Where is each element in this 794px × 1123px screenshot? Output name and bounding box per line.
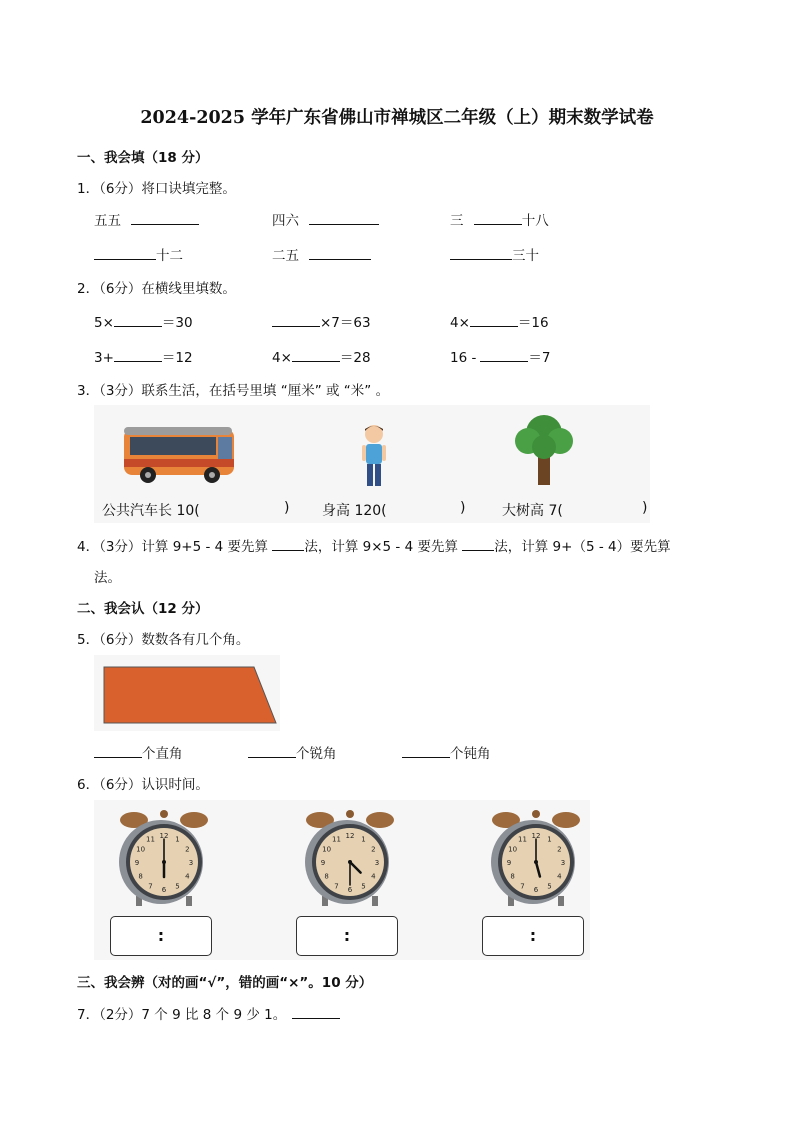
q1-text: 三十	[512, 248, 539, 264]
trapezoid-shape	[94, 655, 280, 731]
time-answer-box[interactable]: :	[482, 916, 584, 956]
q5-item-1	[94, 742, 183, 762]
bracket-close: )	[642, 500, 648, 516]
q2-item-6	[450, 346, 550, 366]
q2-text: ＝12	[161, 350, 193, 366]
answer-blank[interactable]	[402, 744, 450, 758]
answer-blank[interactable]	[114, 313, 162, 327]
q2-text: 3+	[94, 350, 114, 366]
clock-numeral: 12	[159, 832, 169, 840]
q1-text: 二五	[272, 248, 299, 264]
q1-item-2	[272, 209, 379, 229]
clock-numeral: 7	[148, 882, 153, 891]
q5-text: 个锐角	[296, 746, 337, 762]
q4-text: 法，计算 9+（5 - 4）要先算	[494, 539, 671, 555]
clock-numeral: 12	[531, 832, 541, 840]
clock-numeral: 4	[371, 872, 376, 881]
q4-line-2: 法。	[94, 570, 121, 586]
page-title: 2024-2025 学年广东省佛山市禅城区二年级（上）期末数学试卷	[140, 108, 654, 128]
q2-item-2	[272, 311, 371, 331]
clock-numeral: 1	[361, 835, 366, 844]
answer-blank[interactable]	[470, 313, 518, 327]
clock-numeral: 8	[138, 872, 143, 881]
answer-blank[interactable]	[272, 313, 320, 327]
q2-text: 4×	[450, 315, 470, 331]
q2-text: ＝7	[528, 350, 551, 366]
clock-numeral: 9	[320, 859, 326, 867]
q2-text: 4×	[272, 350, 292, 366]
clock-numeral: 11	[146, 835, 155, 844]
boy-icon	[360, 423, 388, 491]
clock-numeral: 11	[518, 835, 527, 844]
q5-picture	[94, 655, 280, 731]
clock-numeral: 5	[175, 882, 180, 891]
q5-item-2	[248, 742, 337, 762]
bus-icon	[122, 423, 238, 485]
answer-blank[interactable]	[114, 348, 162, 362]
q7-item	[77, 1003, 340, 1023]
answer-blank[interactable]	[272, 537, 304, 551]
answer-blank[interactable]	[309, 211, 379, 225]
q1-item-3	[450, 209, 549, 229]
clock-numeral: 2	[185, 845, 190, 854]
answer-blank[interactable]	[474, 211, 522, 225]
clock-numeral: 3	[188, 859, 194, 867]
q3-stem: 3．（3分）联系生活，在括号里填 “厘米” 或 “米” 。	[77, 383, 390, 399]
q2-stem: 2．（6分）在横线里填数。	[77, 281, 236, 297]
q6-picture	[94, 800, 590, 960]
clock-numeral: 3	[560, 859, 566, 867]
clock-numeral: 6	[161, 886, 167, 894]
clock-numeral: 10	[136, 845, 146, 854]
time-answer-box[interactable]: :	[110, 916, 212, 956]
answer-blank[interactable]	[450, 246, 512, 260]
bus-label: 公共汽车长 10(	[102, 503, 200, 519]
clock-numeral: 6	[347, 886, 353, 894]
clock-numeral: 7	[334, 882, 339, 891]
q2-text: ＝30	[161, 315, 193, 331]
q2-item-4	[94, 346, 193, 366]
clock-numeral: 12	[345, 832, 355, 840]
q1-item-1	[94, 209, 199, 229]
answer-blank[interactable]	[94, 744, 142, 758]
answer-blank[interactable]	[480, 348, 528, 362]
clock-numeral: 5	[361, 882, 366, 891]
q1-stem: 1．（6分）将口诀填完整。	[77, 181, 236, 197]
clock-numeral: 1	[547, 835, 552, 844]
alarm-clock-icon	[491, 810, 580, 906]
q6-stem: 6．（6分）认识时间。	[77, 777, 209, 793]
tree-label: 大树高 7(	[502, 503, 563, 519]
q7-stem: 7．（2分）7 个 9 比 8 个 9 少 1。	[77, 1007, 287, 1023]
q3-picture	[94, 405, 650, 523]
answer-blank[interactable]	[292, 1005, 340, 1019]
q5-text: 个钝角	[450, 746, 491, 762]
clock-numeral: 3	[374, 859, 380, 867]
answer-blank[interactable]	[292, 348, 340, 362]
q2-item-3	[450, 311, 549, 331]
clock-numeral: 4	[557, 872, 562, 881]
q4-text: 4．（3分）计算 9+5 - 4 要先算	[77, 539, 273, 555]
clock-numeral: 4	[185, 872, 190, 881]
bracket-close: )	[284, 500, 290, 516]
clock-numeral: 9	[134, 859, 140, 867]
q1-text: 三	[450, 213, 464, 229]
q2-text: ＝28	[339, 350, 371, 366]
q1-item-6	[450, 244, 539, 264]
q4-text: 法，计算 9×5 - 4 要先算	[304, 539, 463, 555]
bracket-close: )	[460, 500, 466, 516]
q2-item-5	[272, 346, 371, 366]
clock-numeral: 2	[557, 845, 562, 854]
clock-numeral: 2	[371, 845, 376, 854]
clock-numeral: 11	[332, 835, 341, 844]
answer-blank[interactable]	[248, 744, 296, 758]
q1-text: 五五	[94, 213, 121, 229]
clock-numeral: 1	[175, 835, 180, 844]
q1-text: 四六	[272, 213, 299, 229]
clock-numeral: 9	[506, 859, 512, 867]
clock-numeral: 5	[547, 882, 552, 891]
q2-text: 16 -	[450, 350, 477, 366]
q1-text: 十二	[156, 248, 183, 264]
section-1-heading: 一、我会填（18 分）	[77, 150, 209, 166]
alarm-clock-icon	[119, 810, 208, 906]
clocks-svg	[94, 800, 590, 910]
q5-stem: 5．（6分）数数各有几个角。	[77, 632, 250, 648]
boy-label: 身高 120(	[322, 503, 387, 519]
clock-numeral: 10	[322, 845, 332, 854]
q2-text: 5×	[94, 315, 114, 331]
q2-text: ＝16	[517, 315, 549, 331]
q1-text: 十八	[521, 213, 549, 229]
section-2-heading: 二、我会认（12 分）	[77, 601, 209, 617]
clock-numeral: 6	[533, 886, 539, 894]
clock-numeral: 8	[510, 872, 515, 881]
answer-blank[interactable]	[309, 246, 371, 260]
tree-icon	[512, 411, 576, 487]
answer-blank[interactable]	[462, 537, 494, 551]
section-3-heading: 三、我会辨（对的画“√”，错的画“×”。10 分）	[77, 975, 373, 991]
answer-blank[interactable]	[94, 246, 156, 260]
time-answer-box[interactable]: :	[296, 916, 398, 956]
clock-numeral: 10	[508, 845, 518, 854]
clock-numeral: 7	[520, 882, 525, 891]
alarm-clock-icon	[305, 810, 394, 906]
q1-item-5	[272, 244, 371, 264]
q5-text: 个直角	[142, 746, 183, 762]
clock-numeral: 8	[324, 872, 329, 881]
q1-item-4	[94, 244, 183, 264]
q5-item-3	[402, 742, 491, 762]
q2-item-1	[94, 311, 193, 331]
answer-blank[interactable]	[131, 211, 199, 225]
q4-line-1	[77, 535, 671, 555]
q2-text: ×7＝63	[320, 315, 371, 331]
